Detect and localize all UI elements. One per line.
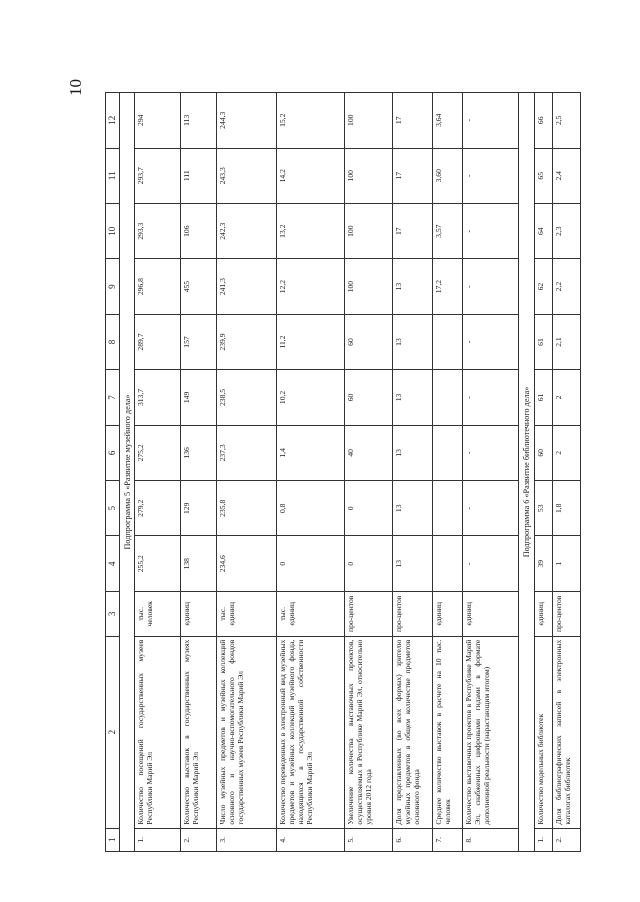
value-cell (433, 425, 463, 480)
unit: тыс. человек (135, 591, 181, 636)
row-number: 1. (534, 828, 552, 851)
value-cell: 0 (345, 536, 393, 591)
value-cell: 65 (534, 148, 552, 203)
value-cell: 296,8 (135, 259, 181, 314)
value-cell: 238,5 (217, 370, 277, 425)
row-number: 7. (433, 828, 463, 851)
value-cell: - (463, 370, 519, 425)
value-cell: 242,3 (217, 203, 277, 258)
value-cell: 157 (181, 314, 217, 369)
value-cell: 60 (345, 314, 393, 369)
value-cell: 17 (393, 148, 433, 203)
row-number: 5. (345, 828, 393, 851)
value-cell: 234,6 (217, 536, 277, 591)
row-number: 2. (552, 828, 580, 851)
column-number: 11 (106, 148, 120, 203)
value-cell: - (463, 314, 519, 369)
value-cell: - (463, 203, 519, 258)
table-row (534, 93, 552, 852)
table-row (345, 93, 393, 852)
indicators-table (105, 92, 581, 852)
indicator-name: Число музейных предметов и музейных коллекций основного и научно-вспомогательного фондов государственных музеев Республики Марий Эл (217, 636, 277, 828)
value-cell: 129 (181, 481, 217, 536)
value-cell: 13 (393, 259, 433, 314)
column-number: 2 (106, 636, 120, 828)
value-cell: 100 (345, 203, 393, 258)
value-cell: 293,3 (135, 203, 181, 258)
value-cell: 40 (345, 425, 393, 480)
unit: единиц (181, 591, 217, 636)
table-row (433, 93, 463, 852)
table-row (393, 93, 433, 852)
value-cell: 64 (534, 203, 552, 258)
value-cell: 11,2 (277, 314, 345, 369)
value-cell: 39 (534, 536, 552, 591)
column-number: 4 (106, 536, 120, 591)
value-cell: 2,5 (552, 93, 580, 149)
table-row (277, 93, 345, 852)
value-cell: 106 (181, 203, 217, 258)
row-number: 8. (463, 828, 519, 851)
value-cell: - (463, 481, 519, 536)
value-cell: 113 (181, 93, 217, 149)
unit: про-центов (345, 591, 393, 636)
indicator-name: Доля библиографических записей в электронных каталогах библиотек (552, 636, 580, 828)
indicator-name: Количество посещений государственных музеев Республики Марий Эл (135, 636, 181, 828)
value-cell: 149 (181, 370, 217, 425)
value-cell: 237,3 (217, 425, 277, 480)
unit: тыс. единиц (217, 591, 277, 636)
column-number: 12 (106, 93, 120, 149)
value-cell: 3,57 (433, 203, 463, 258)
value-cell: 61 (534, 370, 552, 425)
unit: про-центов (552, 591, 580, 636)
value-cell: 138 (181, 536, 217, 591)
value-cell: 111 (181, 148, 217, 203)
unit: единиц (463, 591, 519, 636)
column-number: 5 (106, 481, 120, 536)
value-cell (433, 481, 463, 536)
value-cell: 244,3 (217, 93, 277, 149)
table-row (181, 93, 217, 852)
value-cell: 136 (181, 425, 217, 480)
value-cell: 3,60 (433, 148, 463, 203)
table-row (135, 93, 181, 852)
value-cell: 255,2 (135, 536, 181, 591)
indicator-name: Количество переведенных в электронный вид музейных предметов и музейных коллекций музейного фонда, находящихся в государственной собственности Республики Марий Эл (277, 636, 345, 828)
column-number: 6 (106, 425, 120, 480)
value-cell: 455 (181, 259, 217, 314)
value-cell: 3,64 (433, 93, 463, 149)
section-row (120, 93, 135, 852)
indicator-name: Среднее количество выставок в расчете на 10 тыс. человек (433, 636, 463, 828)
unit: про-центов (393, 591, 433, 636)
value-cell: - (463, 148, 519, 203)
column-number-row (106, 93, 120, 852)
column-number: 9 (106, 259, 120, 314)
value-cell: 239,9 (217, 314, 277, 369)
section-title: Подпрограмма 6 «Развитие библиотечного дела» (519, 93, 534, 852)
value-cell: 100 (345, 148, 393, 203)
indicators-table-container (105, 92, 640, 852)
value-cell: 17,2 (433, 259, 463, 314)
row-number: 6. (393, 828, 433, 851)
value-cell (433, 536, 463, 591)
value-cell: 17 (393, 203, 433, 258)
value-cell: - (463, 425, 519, 480)
value-cell: 2,2 (552, 259, 580, 314)
value-cell: 313,7 (135, 370, 181, 425)
row-number: 3. (217, 828, 277, 851)
value-cell: 279,2 (135, 481, 181, 536)
value-cell: 1 (552, 536, 580, 591)
value-cell: 241,3 (217, 259, 277, 314)
page-number: 10 (66, 79, 85, 96)
value-cell: 294 (135, 93, 181, 149)
row-number: 2. (181, 828, 217, 851)
value-cell: 2 (552, 370, 580, 425)
value-cell: 100 (345, 259, 393, 314)
value-cell: 60 (534, 425, 552, 480)
indicator-name: Доля представленных (во всех формах) зрителю музейных предметов в общем количестве предметов основного фонда (393, 636, 433, 828)
value-cell: - (463, 536, 519, 591)
unit: тыс. единиц (277, 591, 345, 636)
value-cell: 15,2 (277, 93, 345, 149)
value-cell: 13 (393, 481, 433, 536)
column-number: 7 (106, 370, 120, 425)
value-cell: 293,7 (135, 148, 181, 203)
column-number: 1 (106, 828, 120, 851)
value-cell: 0 (277, 536, 345, 591)
value-cell: - (463, 93, 519, 149)
value-cell (433, 314, 463, 369)
value-cell: 13 (393, 536, 433, 591)
value-cell: 10,2 (277, 370, 345, 425)
value-cell: 60 (345, 370, 393, 425)
value-cell: 100 (345, 93, 393, 149)
value-cell: 13,2 (277, 203, 345, 258)
value-cell: 2 (552, 425, 580, 480)
row-number: 1. (135, 828, 181, 851)
table-row (552, 93, 580, 852)
value-cell: 2,1 (552, 314, 580, 369)
value-cell: 275,2 (135, 425, 181, 480)
value-cell: 1,4 (277, 425, 345, 480)
indicator-name: Количество модельных библиотек (534, 636, 552, 828)
value-cell: 12,2 (277, 259, 345, 314)
section-title: Подпрограмма 5 «Развитие музейного дела» (120, 93, 135, 852)
indicator-name: Увеличение количества выставочных проектов, осуществляемых в Республике Марий Эл, относительно уровня 2012 года (345, 636, 393, 828)
value-cell: 17 (393, 93, 433, 149)
section-row (519, 93, 534, 852)
column-number: 8 (106, 314, 120, 369)
value-cell: 2,4 (552, 148, 580, 203)
column-number: 10 (106, 203, 120, 258)
row-number: 4. (277, 828, 345, 851)
unit: единиц (534, 591, 552, 636)
value-cell: 289,7 (135, 314, 181, 369)
indicator-name: Количество выставок в государственных музеях Республики Марий Эл (181, 636, 217, 828)
unit: единиц (433, 591, 463, 636)
value-cell: 66 (534, 93, 552, 149)
value-cell: 235,8 (217, 481, 277, 536)
value-cell: 0,8 (277, 481, 345, 536)
value-cell: 13 (393, 370, 433, 425)
value-cell: 2,3 (552, 203, 580, 258)
value-cell: 62 (534, 259, 552, 314)
value-cell: 13 (393, 425, 433, 480)
value-cell: 1,8 (552, 481, 580, 536)
value-cell: 0 (345, 481, 393, 536)
indicator-name: Количество выставочных проектов в Республике Марий Эл, снабженных цифровыми гидами в формате дополненной реальности (нарастающим итогом) (463, 636, 519, 828)
table-row (217, 93, 277, 852)
value-cell: 14,2 (277, 148, 345, 203)
value-cell (433, 370, 463, 425)
value-cell: 13 (393, 314, 433, 369)
table-row (463, 93, 519, 852)
column-number: 3 (106, 591, 120, 636)
value-cell: - (463, 259, 519, 314)
value-cell: 243,3 (217, 148, 277, 203)
value-cell: 53 (534, 481, 552, 536)
value-cell: 61 (534, 314, 552, 369)
